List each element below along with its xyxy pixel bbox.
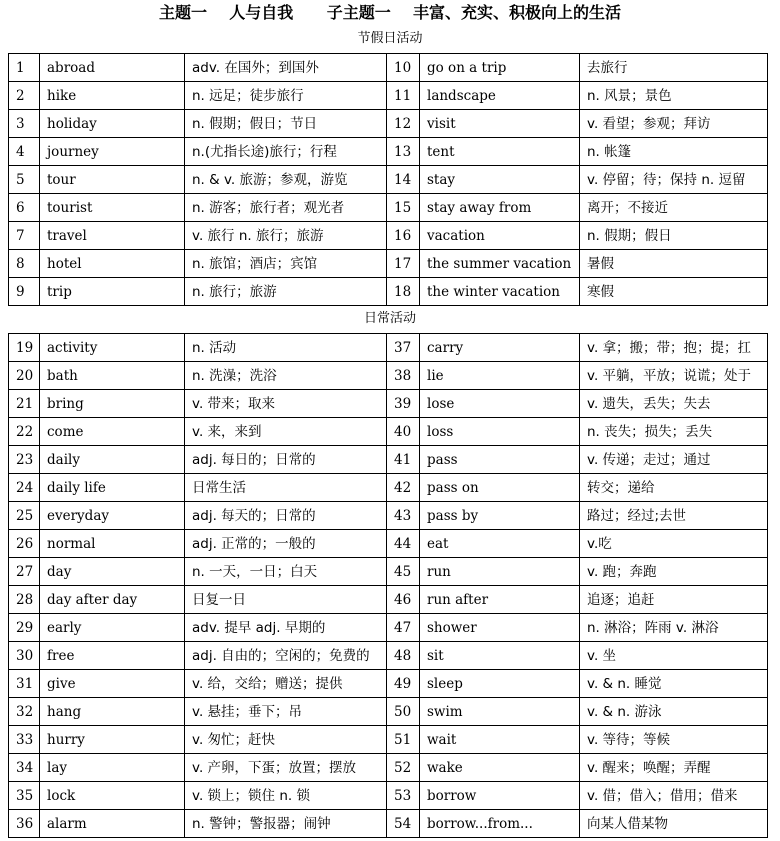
- entry-word: lock: [40, 782, 185, 810]
- entry-word: landscape: [420, 82, 580, 110]
- entry-number: 11: [387, 82, 420, 110]
- entry-definition: n. 活动: [185, 334, 387, 362]
- entry-number: 48: [387, 642, 420, 670]
- entry-definition: n. 风景；景色: [580, 82, 768, 110]
- table-row: [9, 418, 768, 446]
- entry-number: 12: [387, 110, 420, 138]
- entry-number: 10: [387, 54, 420, 82]
- vocab-table-holiday: [8, 53, 768, 306]
- entry-word: hang: [40, 698, 185, 726]
- entry-word: hurry: [40, 726, 185, 754]
- entry-word: travel: [40, 222, 185, 250]
- entry-definition: adv. 在国外；到国外: [185, 54, 387, 82]
- entry-number: 35: [9, 782, 40, 810]
- entry-definition: v. 传递；走过；通过: [580, 446, 768, 474]
- entry-word: go on a trip: [420, 54, 580, 82]
- entry-number: 53: [387, 782, 420, 810]
- entry-word: free: [40, 642, 185, 670]
- entry-number: 7: [9, 222, 40, 250]
- section-heading-holiday: 节假日活动: [357, 31, 423, 46]
- entry-number: 14: [387, 166, 420, 194]
- table-body: [9, 334, 768, 838]
- entry-number: 16: [387, 222, 420, 250]
- entry-number: 24: [9, 474, 40, 502]
- entry-definition: adj. 正常的；一般的: [185, 530, 387, 558]
- entry-definition: v. & n. 睡觉: [580, 670, 768, 698]
- entry-word: bring: [40, 390, 185, 418]
- table-row: [9, 362, 768, 390]
- entry-number: 38: [387, 362, 420, 390]
- entry-word: eat: [420, 530, 580, 558]
- page-title: 主题一 人与自我 子主题一 丰富、充实、积极向上的生活: [159, 3, 621, 22]
- entry-word: the winter vacation: [420, 278, 580, 306]
- entry-definition: n.(尤指长途)旅行；行程: [185, 138, 387, 166]
- entry-word: swim: [420, 698, 580, 726]
- entry-word: give: [40, 670, 185, 698]
- entry-word: run: [420, 558, 580, 586]
- entry-word: stay: [420, 166, 580, 194]
- table-row: [9, 642, 768, 670]
- entry-definition: v. 来，来到: [185, 418, 387, 446]
- entry-word: vacation: [420, 222, 580, 250]
- table-row: [9, 446, 768, 474]
- entry-word: bath: [40, 362, 185, 390]
- entry-word: tourist: [40, 194, 185, 222]
- entry-definition: n. 旅行；旅游: [185, 278, 387, 306]
- table-row: [9, 54, 768, 82]
- entry-definition: v. 醒来；唤醒；弄醒: [580, 754, 768, 782]
- entry-number: 41: [387, 446, 420, 474]
- entry-number: 5: [9, 166, 40, 194]
- entry-definition: v. 匆忙；赶快: [185, 726, 387, 754]
- entry-word: stay away from: [420, 194, 580, 222]
- entry-word: lie: [420, 362, 580, 390]
- entry-number: 44: [387, 530, 420, 558]
- entry-word: wake: [420, 754, 580, 782]
- entry-definition: v. 平躺，平放；说谎；处于: [580, 362, 768, 390]
- table-row: [9, 614, 768, 642]
- entry-word: tour: [40, 166, 185, 194]
- entry-number: 9: [9, 278, 40, 306]
- entry-definition: v. 遗失，丢失；失去: [580, 390, 768, 418]
- entry-word: daily life: [40, 474, 185, 502]
- entry-definition: v. 停留；待；保持 n. 逗留: [580, 166, 768, 194]
- table-row: [9, 250, 768, 278]
- entry-definition: v.吃: [580, 530, 768, 558]
- table-row: [9, 530, 768, 558]
- entry-definition: 日常生活: [185, 474, 387, 502]
- entry-definition: 转交；递给: [580, 474, 768, 502]
- entry-word: everyday: [40, 502, 185, 530]
- entry-definition: 寒假: [580, 278, 768, 306]
- entry-number: 23: [9, 446, 40, 474]
- entry-word: trip: [40, 278, 185, 306]
- table-row: [9, 558, 768, 586]
- entry-word: run after: [420, 586, 580, 614]
- entry-number: 39: [387, 390, 420, 418]
- entry-definition: n. 假期；假日: [580, 222, 768, 250]
- entry-definition: 追逐；追赶: [580, 586, 768, 614]
- entry-word: visit: [420, 110, 580, 138]
- entry-number: 30: [9, 642, 40, 670]
- entry-number: 46: [387, 586, 420, 614]
- entry-word: hotel: [40, 250, 185, 278]
- entry-number: 18: [387, 278, 420, 306]
- entry-number: 13: [387, 138, 420, 166]
- entry-definition: n. 远足；徒步旅行: [185, 82, 387, 110]
- table-row: [9, 82, 768, 110]
- entry-word: early: [40, 614, 185, 642]
- table-row: [9, 698, 768, 726]
- entry-number: 19: [9, 334, 40, 362]
- entry-definition: 路过；经过;去世: [580, 502, 768, 530]
- entry-definition: v. & n. 游泳: [580, 698, 768, 726]
- entry-number: 51: [387, 726, 420, 754]
- entry-word: shower: [420, 614, 580, 642]
- entry-definition: n. 淋浴；阵雨 v. 淋浴: [580, 614, 768, 642]
- entry-definition: 暑假: [580, 250, 768, 278]
- entry-number: 36: [9, 810, 40, 838]
- entry-word: borrow: [420, 782, 580, 810]
- table-row: [9, 222, 768, 250]
- entry-definition: n. & v. 旅游；参观，游览: [185, 166, 387, 194]
- entry-word: journey: [40, 138, 185, 166]
- entry-definition: v. 悬挂；垂下；吊: [185, 698, 387, 726]
- table-row: [9, 390, 768, 418]
- entry-definition: n. 游客；旅行者；观光者: [185, 194, 387, 222]
- entry-definition: v. 锁上；锁住 n. 锁: [185, 782, 387, 810]
- entry-number: 50: [387, 698, 420, 726]
- entry-definition: v. 等待；等候: [580, 726, 768, 754]
- entry-word: pass: [420, 446, 580, 474]
- entry-definition: n. 丧失；损失；丢失: [580, 418, 768, 446]
- entry-word: loss: [420, 418, 580, 446]
- entry-word: pass on: [420, 474, 580, 502]
- entry-word: day after day: [40, 586, 185, 614]
- table-row: [9, 278, 768, 306]
- table-row: [9, 138, 768, 166]
- entry-definition: n. 警钟；警报器；闹钟: [185, 810, 387, 838]
- entry-definition: n. 假期；假日；节日: [185, 110, 387, 138]
- entry-word: daily: [40, 446, 185, 474]
- entry-definition: n. 一天，一日；白天: [185, 558, 387, 586]
- table-row: [9, 726, 768, 754]
- entry-number: 45: [387, 558, 420, 586]
- entry-number: 28: [9, 586, 40, 614]
- entry-word: carry: [420, 334, 580, 362]
- entry-number: 42: [387, 474, 420, 502]
- entry-number: 37: [387, 334, 420, 362]
- table-body: [9, 54, 768, 306]
- entry-word: day: [40, 558, 185, 586]
- entry-number: 6: [9, 194, 40, 222]
- entry-number: 25: [9, 502, 40, 530]
- entry-number: 22: [9, 418, 40, 446]
- entry-number: 2: [9, 82, 40, 110]
- entry-number: 4: [9, 138, 40, 166]
- entry-number: 29: [9, 614, 40, 642]
- entry-word: borrow...from...: [420, 810, 580, 838]
- table-row: [9, 110, 768, 138]
- entry-definition: adj. 自由的；空闲的；免费的: [185, 642, 387, 670]
- entry-number: 52: [387, 754, 420, 782]
- table-row: [9, 670, 768, 698]
- table-row: [9, 782, 768, 810]
- entry-word: lay: [40, 754, 185, 782]
- entry-word: pass by: [420, 502, 580, 530]
- entry-definition: v. 坐: [580, 642, 768, 670]
- entry-definition: n. 帐篷: [580, 138, 768, 166]
- entry-number: 20: [9, 362, 40, 390]
- table-row: [9, 474, 768, 502]
- entry-number: 32: [9, 698, 40, 726]
- entry-number: 43: [387, 502, 420, 530]
- entry-word: the summer vacation: [420, 250, 580, 278]
- entry-definition: v. 给，交给；赠送；提供: [185, 670, 387, 698]
- entry-word: sleep: [420, 670, 580, 698]
- entry-definition: v. 旅行 n. 旅行；旅游: [185, 222, 387, 250]
- entry-word: alarm: [40, 810, 185, 838]
- entry-word: come: [40, 418, 185, 446]
- table-row: [9, 810, 768, 838]
- entry-number: 27: [9, 558, 40, 586]
- table-row: [9, 334, 768, 362]
- entry-definition: 离开；不接近: [580, 194, 768, 222]
- entry-definition: n. 旅馆；酒店；宾馆: [185, 250, 387, 278]
- entry-word: wait: [420, 726, 580, 754]
- table-row: [9, 194, 768, 222]
- entry-number: 49: [387, 670, 420, 698]
- entry-word: abroad: [40, 54, 185, 82]
- entry-definition: adj. 每天的；日常的: [185, 502, 387, 530]
- entry-word: normal: [40, 530, 185, 558]
- entry-word: tent: [420, 138, 580, 166]
- entry-definition: v. 借；借入；借用；借来: [580, 782, 768, 810]
- entry-word: lose: [420, 390, 580, 418]
- table-row: [9, 586, 768, 614]
- entry-number: 31: [9, 670, 40, 698]
- vocab-table-daily: [8, 333, 768, 838]
- entry-definition: v. 跑；奔跑: [580, 558, 768, 586]
- entry-definition: 日复一日: [185, 586, 387, 614]
- section-heading-daily: 日常活动: [363, 311, 416, 326]
- entry-definition: v. 拿；搬；带；抱；提；扛: [580, 334, 768, 362]
- entry-number: 47: [387, 614, 420, 642]
- entry-definition: n. 洗澡；洗浴: [185, 362, 387, 390]
- table-row: [9, 166, 768, 194]
- entry-number: 34: [9, 754, 40, 782]
- entry-number: 3: [9, 110, 40, 138]
- entry-definition: adv. 提早 adj. 早期的: [185, 614, 387, 642]
- entry-word: activity: [40, 334, 185, 362]
- entry-definition: v. 产卵，下蛋；放置；摆放: [185, 754, 387, 782]
- entry-number: 21: [9, 390, 40, 418]
- entry-number: 40: [387, 418, 420, 446]
- entry-word: holiday: [40, 110, 185, 138]
- entry-number: 1: [9, 54, 40, 82]
- entry-number: 15: [387, 194, 420, 222]
- entry-definition: 向某人借某物: [580, 810, 768, 838]
- entry-number: 17: [387, 250, 420, 278]
- entry-word: sit: [420, 642, 580, 670]
- entry-number: 26: [9, 530, 40, 558]
- entry-number: 33: [9, 726, 40, 754]
- table-row: [9, 502, 768, 530]
- entry-number: 54: [387, 810, 420, 838]
- entry-definition: 去旅行: [580, 54, 768, 82]
- entry-number: 8: [9, 250, 40, 278]
- entry-word: hike: [40, 82, 185, 110]
- table-row: [9, 754, 768, 782]
- entry-definition: v. 看望；参观；拜访: [580, 110, 768, 138]
- entry-definition: adj. 每日的；日常的: [185, 446, 387, 474]
- entry-definition: v. 带来；取来: [185, 390, 387, 418]
